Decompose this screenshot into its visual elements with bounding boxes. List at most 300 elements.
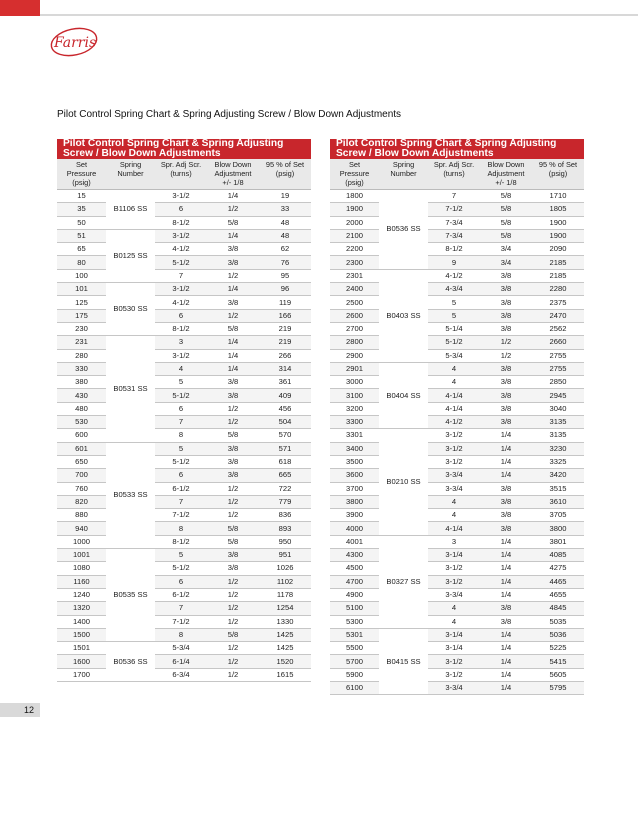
spr-adj-cell: 5 xyxy=(428,309,480,322)
spr-adj-header xyxy=(155,159,207,190)
pct-set-cell: 219 xyxy=(259,336,311,349)
table-row xyxy=(330,376,584,389)
pct-set-cell: 361 xyxy=(259,376,311,389)
set-pressure-header xyxy=(330,159,379,190)
blow-down-cell: 3/8 xyxy=(480,376,532,389)
page-heading: Pilot Control Spring Chart & Spring Adjusting Screw / Blow Down Adjustments xyxy=(57,109,402,120)
spr-adj-cell: 5-3/4 xyxy=(428,349,480,362)
pct-set-cell: 2660 xyxy=(532,336,584,349)
set-pressure-cell: 1001 xyxy=(57,549,106,562)
table-row xyxy=(57,628,311,641)
blow-down-cell: 3/8 xyxy=(207,549,259,562)
table-row xyxy=(330,642,584,655)
set-pressure-cell: 1240 xyxy=(57,588,106,601)
pct-set-cell: 62 xyxy=(259,243,311,256)
set-pressure-cell: 125 xyxy=(57,296,106,309)
blow-down-cell: 1/2 xyxy=(207,575,259,588)
table-row xyxy=(330,535,584,548)
set-pressure-cell: 1501 xyxy=(57,642,106,655)
spr-adj-cell: 7-1/2 xyxy=(155,509,207,522)
blow-down-cell: 3/8 xyxy=(480,296,532,309)
pct-set-cell: 456 xyxy=(259,402,311,415)
spring-number-cell: B0210 SS xyxy=(379,429,428,535)
blow-down-cell: 5/8 xyxy=(480,216,532,229)
spr-adj-cell: 5 xyxy=(155,376,207,389)
table-row xyxy=(330,336,584,349)
header-line: Adjustment xyxy=(487,169,525,178)
set-pressure-cell: 50 xyxy=(57,216,106,229)
pct-set-cell: 3800 xyxy=(532,522,584,535)
spr-adj-cell: 7 xyxy=(155,269,207,282)
pct-set-cell: 1026 xyxy=(259,562,311,575)
spring-number-cell: B0327 SS xyxy=(379,535,428,628)
table-row xyxy=(57,243,311,256)
table-row xyxy=(330,615,584,628)
blow-down-cell: 1/2 xyxy=(480,349,532,362)
table-row xyxy=(330,283,584,296)
table-header xyxy=(330,159,584,190)
spr-adj-cell: 6-1/2 xyxy=(155,482,207,495)
pct-set-cell: 5035 xyxy=(532,615,584,628)
spr-adj-cell: 7-1/2 xyxy=(155,615,207,628)
spr-adj-cell: 7 xyxy=(428,190,480,203)
blow-down-cell: 1/4 xyxy=(480,455,532,468)
table-row xyxy=(330,602,584,615)
set-pressure-cell: 1500 xyxy=(57,628,106,641)
set-pressure-cell: 2600 xyxy=(330,309,379,322)
spr-adj-cell: 8 xyxy=(155,628,207,641)
blow-down-cell: 1/2 xyxy=(207,655,259,668)
table-body xyxy=(330,190,584,695)
blow-down-cell: 1/4 xyxy=(480,668,532,681)
blow-down-cell: 3/8 xyxy=(480,362,532,375)
pct-set-cell: 2375 xyxy=(532,296,584,309)
pct-set-cell: 3135 xyxy=(532,416,584,429)
panel-title-line1: Pilot Control Spring Chart & Spring Adjusting xyxy=(63,138,284,149)
blow-down-cell: 3/8 xyxy=(480,615,532,628)
blow-down-cell: 3/8 xyxy=(480,402,532,415)
pct-set-cell: 1805 xyxy=(532,203,584,216)
table-row xyxy=(57,535,311,548)
set-pressure-cell: 430 xyxy=(57,389,106,402)
spring-number-header xyxy=(379,159,428,190)
spring-number-cell: B0531 SS xyxy=(106,336,155,442)
spr-adj-cell: 3-1/2 xyxy=(428,455,480,468)
blow-down-cell: 3/8 xyxy=(480,522,532,535)
spr-adj-cell: 7-3/4 xyxy=(428,216,480,229)
spr-adj-cell: 4 xyxy=(428,615,480,628)
table-row xyxy=(330,522,584,535)
spr-adj-cell: 8-1/2 xyxy=(155,322,207,335)
blow-down-header xyxy=(207,159,259,190)
blow-down-cell: 1/4 xyxy=(480,588,532,601)
pct-set-cell: 3801 xyxy=(532,535,584,548)
pct-set-cell: 2755 xyxy=(532,362,584,375)
pct-set-cell: 1520 xyxy=(259,655,311,668)
set-pressure-cell: 1700 xyxy=(57,668,106,681)
blow-down-cell: 3/8 xyxy=(207,455,259,468)
set-pressure-cell: 101 xyxy=(57,283,106,296)
panel-title xyxy=(57,139,311,159)
pct-set-cell: 2755 xyxy=(532,349,584,362)
spr-adj-cell: 5 xyxy=(428,296,480,309)
set-pressure-cell: 4300 xyxy=(330,549,379,562)
pct-set-cell: 5795 xyxy=(532,681,584,694)
blow-down-cell: 1/2 xyxy=(207,402,259,415)
pct-set-cell: 48 xyxy=(259,229,311,242)
set-pressure-cell: 1080 xyxy=(57,562,106,575)
spr-adj-cell: 4-1/2 xyxy=(428,416,480,429)
table-row xyxy=(57,402,311,415)
set-pressure-cell: 1800 xyxy=(330,190,379,203)
spr-adj-cell: 3-3/4 xyxy=(428,469,480,482)
set-pressure-cell: 1600 xyxy=(57,655,106,668)
blow-down-cell: 1/4 xyxy=(207,349,259,362)
blow-down-cell: 1/2 xyxy=(207,495,259,508)
panel-title-line1: Pilot Control Spring Chart & Spring Adjusting xyxy=(336,138,557,149)
spr-adj-cell: 8 xyxy=(155,522,207,535)
table-row xyxy=(330,190,584,203)
pct-set-cell: 951 xyxy=(259,549,311,562)
table-row xyxy=(330,402,584,415)
set-pressure-cell: 880 xyxy=(57,509,106,522)
blow-down-cell: 3/8 xyxy=(480,602,532,615)
set-pressure-cell: 3301 xyxy=(330,429,379,442)
header-line: Pressure xyxy=(66,169,97,178)
table-row xyxy=(330,495,584,508)
pct-set-cell: 3325 xyxy=(532,455,584,468)
spring-number-cell: B0403 SS xyxy=(379,269,428,362)
table-row xyxy=(57,190,311,203)
table-row xyxy=(57,482,311,495)
blow-down-cell: 3/8 xyxy=(207,442,259,455)
pct-set-cell: 3610 xyxy=(532,495,584,508)
blow-down-cell: 1/4 xyxy=(480,429,532,442)
spr-adj-cell: 3-1/2 xyxy=(155,283,207,296)
pct-set-cell: 2090 xyxy=(532,243,584,256)
table-row xyxy=(330,668,584,681)
pct-set-cell: 1178 xyxy=(259,588,311,601)
blow-down-cell: 1/2 xyxy=(480,336,532,349)
pct-set-cell: 836 xyxy=(259,509,311,522)
spr-adj-cell: 3 xyxy=(428,535,480,548)
pct-set-cell: 96 xyxy=(259,283,311,296)
header-line: Spring xyxy=(392,160,415,169)
set-pressure-cell: 1400 xyxy=(57,615,106,628)
set-pressure-cell: 3600 xyxy=(330,469,379,482)
set-pressure-cell: 1160 xyxy=(57,575,106,588)
pct-set-cell: 2185 xyxy=(532,269,584,282)
blow-down-cell: 1/4 xyxy=(480,549,532,562)
pct-set-cell: 893 xyxy=(259,522,311,535)
header-line: (psig) xyxy=(275,169,295,178)
header-line: Set xyxy=(348,160,361,169)
spr-adj-cell: 9 xyxy=(428,256,480,269)
table-row xyxy=(330,455,584,468)
pct-set-cell: 1710 xyxy=(532,190,584,203)
spr-adj-cell: 3-1/2 xyxy=(428,655,480,668)
table-row xyxy=(330,469,584,482)
table-row xyxy=(330,349,584,362)
pct-set-cell: 3135 xyxy=(532,429,584,442)
table-row xyxy=(57,269,311,282)
set-pressure-cell: 3100 xyxy=(330,389,379,402)
table-row xyxy=(57,522,311,535)
set-pressure-cell: 2300 xyxy=(330,256,379,269)
header-line: (turns) xyxy=(443,169,465,178)
table-row xyxy=(57,336,311,349)
pct-set-cell: 314 xyxy=(259,362,311,375)
pct-set-cell: 48 xyxy=(259,216,311,229)
table-row xyxy=(57,549,311,562)
set-pressure-cell: 380 xyxy=(57,376,106,389)
set-pressure-cell: 5300 xyxy=(330,615,379,628)
spr-adj-cell: 6-3/4 xyxy=(155,668,207,681)
spr-adj-cell: 3-1/2 xyxy=(428,575,480,588)
table-row xyxy=(330,203,584,216)
set-pressure-cell: 1000 xyxy=(57,535,106,548)
table-row xyxy=(330,322,584,335)
header-line: 95 % of Set xyxy=(265,160,305,169)
spring-number-header xyxy=(106,159,155,190)
pct-set-cell: 166 xyxy=(259,309,311,322)
blow-down-cell: 1/2 xyxy=(207,668,259,681)
header-line: (psig) xyxy=(345,178,364,187)
set-pressure-cell: 2200 xyxy=(330,243,379,256)
spr-adj-cell: 5-1/2 xyxy=(155,389,207,402)
spr-adj-cell: 8-1/2 xyxy=(155,535,207,548)
pct-set-cell: 2470 xyxy=(532,309,584,322)
pct-set-cell: 3515 xyxy=(532,482,584,495)
blow-down-cell: 5/8 xyxy=(480,190,532,203)
set-pressure-cell: 3900 xyxy=(330,509,379,522)
set-pressure-cell: 760 xyxy=(57,482,106,495)
spr-adj-cell: 6 xyxy=(155,203,207,216)
blow-down-cell: 3/8 xyxy=(207,256,259,269)
table-row xyxy=(330,243,584,256)
pct-set-cell: 5225 xyxy=(532,642,584,655)
blow-down-cell: 3/8 xyxy=(480,322,532,335)
table-row xyxy=(57,615,311,628)
spr-adj-cell: 6 xyxy=(155,309,207,322)
blow-down-cell: 1/2 xyxy=(207,416,259,429)
spring-number-cell: B0404 SS xyxy=(379,362,428,428)
set-pressure-cell: 100 xyxy=(57,269,106,282)
spr-adj-cell: 4 xyxy=(428,376,480,389)
spring-number-cell: B0536 SS xyxy=(379,190,428,270)
blow-down-cell: 1/4 xyxy=(207,229,259,242)
blow-down-cell: 3/8 xyxy=(480,495,532,508)
header-line: (turns) xyxy=(170,169,192,178)
spr-adj-cell: 3-1/4 xyxy=(428,628,480,641)
spr-adj-cell: 6 xyxy=(155,469,207,482)
set-pressure-cell: 700 xyxy=(57,469,106,482)
spr-adj-cell: 6 xyxy=(155,575,207,588)
table-row xyxy=(330,256,584,269)
table-body xyxy=(57,190,311,682)
set-pressure-cell: 530 xyxy=(57,416,106,429)
set-pressure-cell: 51 xyxy=(57,229,106,242)
blow-down-cell: 1/4 xyxy=(480,562,532,575)
pct-set-cell: 2562 xyxy=(532,322,584,335)
set-pressure-cell: 1320 xyxy=(57,602,106,615)
table-row xyxy=(330,216,584,229)
table-row xyxy=(57,203,311,216)
spr-adj-cell: 7 xyxy=(155,602,207,615)
blow-down-cell: 3/8 xyxy=(207,243,259,256)
pct-set-cell: 33 xyxy=(259,203,311,216)
left-spring-table xyxy=(57,159,311,682)
pct-set-cell: 571 xyxy=(259,442,311,455)
set-pressure-cell: 2400 xyxy=(330,283,379,296)
spr-adj-cell: 7-3/4 xyxy=(428,229,480,242)
blow-down-cell: 1/4 xyxy=(207,362,259,375)
table-row xyxy=(330,681,584,694)
blow-down-cell: 3/8 xyxy=(480,283,532,296)
spring-number-cell: B0535 SS xyxy=(106,549,155,642)
table-row xyxy=(330,429,584,442)
set-pressure-cell: 231 xyxy=(57,336,106,349)
spr-adj-cell: 6-1/2 xyxy=(155,588,207,601)
spr-adj-cell: 4-1/4 xyxy=(428,402,480,415)
spr-adj-cell: 5-1/2 xyxy=(155,256,207,269)
blow-down-header xyxy=(480,159,532,190)
table-row xyxy=(57,562,311,575)
table-row xyxy=(330,389,584,402)
table-row xyxy=(57,216,311,229)
blow-down-cell: 1/2 xyxy=(207,482,259,495)
spr-adj-cell: 6 xyxy=(155,402,207,415)
blow-down-cell: 5/8 xyxy=(480,203,532,216)
pct-set-cell: 119 xyxy=(259,296,311,309)
table-row xyxy=(330,509,584,522)
set-pressure-cell: 35 xyxy=(57,203,106,216)
panel-title xyxy=(330,139,584,159)
pct-set-cell: 266 xyxy=(259,349,311,362)
spr-adj-cell: 5-1/2 xyxy=(155,455,207,468)
table-row xyxy=(57,575,311,588)
header-line: (psig) xyxy=(72,178,91,187)
table-row xyxy=(330,269,584,282)
pct-set-cell: 950 xyxy=(259,535,311,548)
spr-adj-cell: 5 xyxy=(155,549,207,562)
header-line: Spring xyxy=(119,160,142,169)
set-pressure-cell: 4000 xyxy=(330,522,379,535)
pct-set-cell: 1615 xyxy=(259,668,311,681)
spr-adj-cell: 4-1/2 xyxy=(155,296,207,309)
spr-adj-cell: 3-1/2 xyxy=(428,668,480,681)
set-pressure-cell: 230 xyxy=(57,322,106,335)
set-pressure-cell: 5301 xyxy=(330,628,379,641)
spring-number-cell: B0536 SS xyxy=(106,642,155,682)
spr-adj-cell: 4 xyxy=(428,602,480,615)
table-row xyxy=(57,309,311,322)
set-pressure-cell: 600 xyxy=(57,429,106,442)
set-pressure-cell: 6100 xyxy=(330,681,379,694)
table-row xyxy=(57,349,311,362)
pct-set-cell: 4275 xyxy=(532,562,584,575)
table-row xyxy=(57,416,311,429)
set-pressure-cell: 280 xyxy=(57,349,106,362)
pct-set-cell: 5036 xyxy=(532,628,584,641)
set-pressure-cell: 2800 xyxy=(330,336,379,349)
set-pressure-cell: 3400 xyxy=(330,442,379,455)
panel-title-line2: Screw / Blow Down Adjustments xyxy=(63,148,221,159)
spr-adj-cell: 4 xyxy=(155,362,207,375)
set-pressure-cell: 4900 xyxy=(330,588,379,601)
blow-down-cell: 1/4 xyxy=(480,442,532,455)
blow-down-cell: 5/8 xyxy=(207,628,259,641)
pct-set-cell: 4655 xyxy=(532,588,584,601)
spr-adj-cell: 5-3/4 xyxy=(155,642,207,655)
blow-down-cell: 5/8 xyxy=(207,429,259,442)
blow-down-cell: 3/8 xyxy=(207,469,259,482)
spr-adj-cell: 8-1/2 xyxy=(155,216,207,229)
set-pressure-cell: 2100 xyxy=(330,229,379,242)
table-row xyxy=(57,655,311,668)
pct-set-cell: 2850 xyxy=(532,376,584,389)
header-line: 95 % of Set xyxy=(538,160,578,169)
spr-adj-cell: 3-1/2 xyxy=(428,429,480,442)
set-pressure-cell: 2500 xyxy=(330,296,379,309)
spr-adj-cell: 4-1/4 xyxy=(428,522,480,535)
set-pressure-cell: 5900 xyxy=(330,668,379,681)
table-row xyxy=(57,283,311,296)
pct-set-cell: 1900 xyxy=(532,216,584,229)
set-pressure-cell: 5500 xyxy=(330,642,379,655)
table-row xyxy=(57,642,311,655)
blow-down-cell: 1/2 xyxy=(207,588,259,601)
table-row xyxy=(57,322,311,335)
table-row xyxy=(330,229,584,242)
spr-adj-cell: 6-1/4 xyxy=(155,655,207,668)
pct-set-cell: 3420 xyxy=(532,469,584,482)
set-pressure-cell: 2901 xyxy=(330,362,379,375)
header-row xyxy=(57,159,311,190)
blow-down-cell: 1/2 xyxy=(207,269,259,282)
set-pressure-cell: 2000 xyxy=(330,216,379,229)
set-pressure-cell: 480 xyxy=(57,402,106,415)
spr-adj-cell: 3-1/2 xyxy=(428,562,480,575)
header-row xyxy=(330,159,584,190)
table-row xyxy=(330,655,584,668)
spring-number-cell: B0415 SS xyxy=(379,628,428,694)
right-chart-panel xyxy=(330,139,584,695)
header-line: Number xyxy=(117,169,144,178)
top-rule xyxy=(40,14,638,16)
pct-set-cell: 3705 xyxy=(532,509,584,522)
table-row xyxy=(57,602,311,615)
pct-set-cell: 1254 xyxy=(259,602,311,615)
spr-adj-cell: 5-1/2 xyxy=(428,336,480,349)
header-line: Number xyxy=(390,169,417,178)
blow-down-cell: 1/2 xyxy=(207,309,259,322)
set-pressure-cell: 4001 xyxy=(330,535,379,548)
table-row xyxy=(330,562,584,575)
table-row xyxy=(330,309,584,322)
page-number: 12 xyxy=(0,703,40,717)
header-line: Spr. Adj Scr. xyxy=(160,160,202,169)
blow-down-cell: 3/8 xyxy=(480,416,532,429)
table-row xyxy=(57,469,311,482)
blow-down-cell: 5/8 xyxy=(207,522,259,535)
pct-set-cell: 2280 xyxy=(532,283,584,296)
blow-down-cell: 5/8 xyxy=(207,322,259,335)
blow-down-cell: 3/8 xyxy=(207,562,259,575)
pct-set-cell: 76 xyxy=(259,256,311,269)
blow-down-cell: 3/8 xyxy=(207,389,259,402)
blow-down-cell: 1/4 xyxy=(480,642,532,655)
